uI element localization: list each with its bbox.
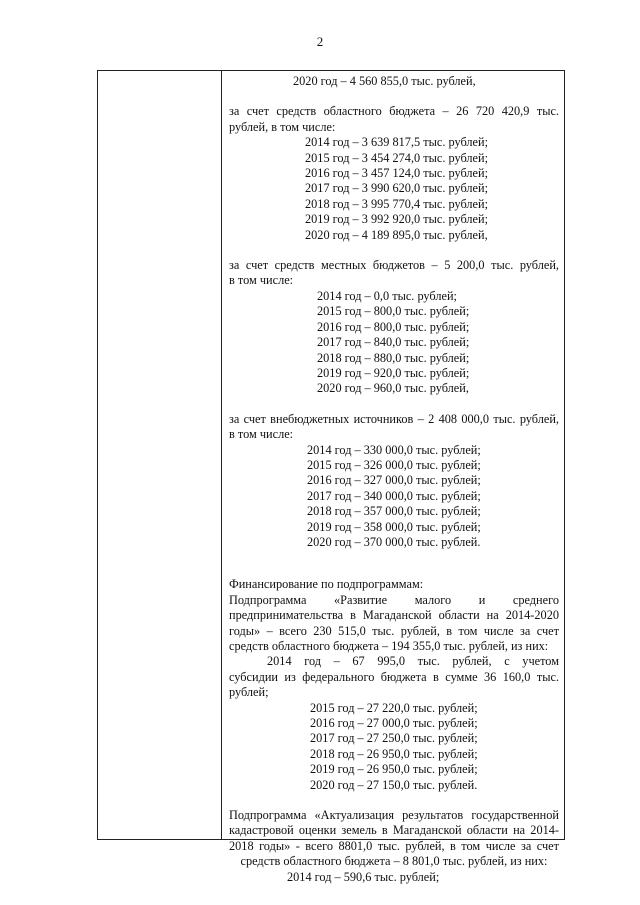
subprogram1-years-list [229,701,559,793]
local-budget-intro-cont: в том числе: [229,273,294,288]
year-line: 2018 год – 357 000,0 тыс. рублей; [307,504,481,519]
year-line: 2017 год – 840,0 тыс. рублей; [317,335,470,350]
regional-budget-intro-cont: рублей, в том числе: [229,119,336,134]
year-line: 2014 год – 330 000,0 тыс. рублей; [307,442,481,457]
year-line: 2015 год – 326 000,0 тыс. рублей; [307,457,481,472]
year-line: 2016 год – 800,0 тыс. рублей; [317,319,470,334]
year-line: 2019 год – 26 950,0 тыс. рублей; [310,762,478,777]
year-line: 2016 год – 27 000,0 тыс. рублей; [310,716,478,731]
subprograms-heading: Финансирование по подпрограммам: [229,577,424,592]
year-line: 2020 год – 960,0 тыс. рублей, [317,381,469,396]
year-line: 2018 год – 3 995 770,4 тыс. рублей; [305,196,488,211]
subprogram1-2014-line: 2014 год – 67 995,0 тыс. рублей, с учетом [267,654,559,669]
local-years-list [229,289,559,397]
regional-budget-intro: за счет средств областного бюджета – 26 720 420,9 тыс. [229,104,559,119]
subprogram1-line: годы» – всего 230 515,0 тыс. рублей, в том числе за счет [229,623,559,638]
subprogram2-line: кадастровой оценки земель в Магаданской области на 2014- [229,823,559,838]
year-line: 2015 год – 27 220,0 тыс. рублей; [310,700,478,715]
year-line: 2019 год – 358 000,0 тыс. рублей; [307,519,481,534]
document-table [97,70,565,884]
year-line: 2017 год – 27 250,0 тыс. рублей; [310,731,478,746]
column-divider [221,71,222,839]
subprogram2-line: средств областного бюджета – 8 801,0 тыс. рублей, из них: [240,854,548,869]
year-line: 2020 год – 4 189 895,0 тыс. рублей, [305,227,488,242]
year-line: 2018 год – 880,0 тыс. рублей; [317,350,470,365]
extrabudget-intro-cont: в том числе: [229,427,294,442]
year-line: 2019 год – 920,0 тыс. рублей; [317,365,470,380]
year-line: 2020 год – 370 000,0 тыс. рублей. [307,534,481,549]
year-line: 2020 год – 27 150,0 тыс. рублей. [310,777,478,792]
subprogram1-line: средств областного бюджета – 194 355,0 тыс. рублей, из них: [229,639,549,653]
year-line: 2016 год – 3 457 124,0 тыс. рублей; [305,166,488,181]
year-line: 2017 год – 340 000,0 тыс. рублей; [307,488,481,503]
subprogram1-line: Подпрограмма «Развитие малого и среднего [229,592,559,607]
year-line: 2014 год – 3 639 817,5 тыс. рублей; [305,135,488,150]
year-line: 2018 год – 26 950,0 тыс. рублей; [310,746,478,761]
subprogram1-2014-line: субсидии из федерального бюджета в сумме 36 160,0 тыс. [229,669,559,684]
year-line: 2019 год – 3 992 920,0 тыс. рублей; [305,212,488,227]
total-2020-line: 2020 год – 4 560 855,0 тыс. рублей, [293,74,476,88]
subprogram2-line: Подпрограмма «Актуализация результатов государственной [229,808,559,823]
subprogram1-2014-line: рублей; [229,685,269,700]
year-line: 2017 год – 3 990 620,0 тыс. рублей; [305,181,488,196]
regional-years-list [229,135,559,243]
local-budget-intro: за счет средств местных бюджетов – 5 200,0 тыс. рублей, [229,258,559,273]
extrabudget-years-list [229,443,559,551]
year-line: 2014 год – 0,0 тыс. рублей; [317,288,457,303]
year-line: 2015 год – 3 454 274,0 тыс. рублей; [305,150,488,165]
subprogram2-2014-line: 2014 год – 590,6 тыс. рублей; [287,869,440,884]
subprogram2-line: 2018 годы» - всего 8801,0 тыс. рублей, в том числе за счет [229,838,559,853]
year-line: 2015 год – 800,0 тыс. рублей; [317,304,470,319]
subprogram1-line: предпринимательства в Магаданской области на 2014-2020 [229,608,559,623]
extrabudget-intro: за счет внебюджетных источников – 2 408 000,0 тыс. рублей, [229,411,559,426]
year-line: 2016 год – 327 000,0 тыс. рублей; [307,473,481,488]
content-cell [229,74,559,885]
page-number: 2 [316,34,324,49]
